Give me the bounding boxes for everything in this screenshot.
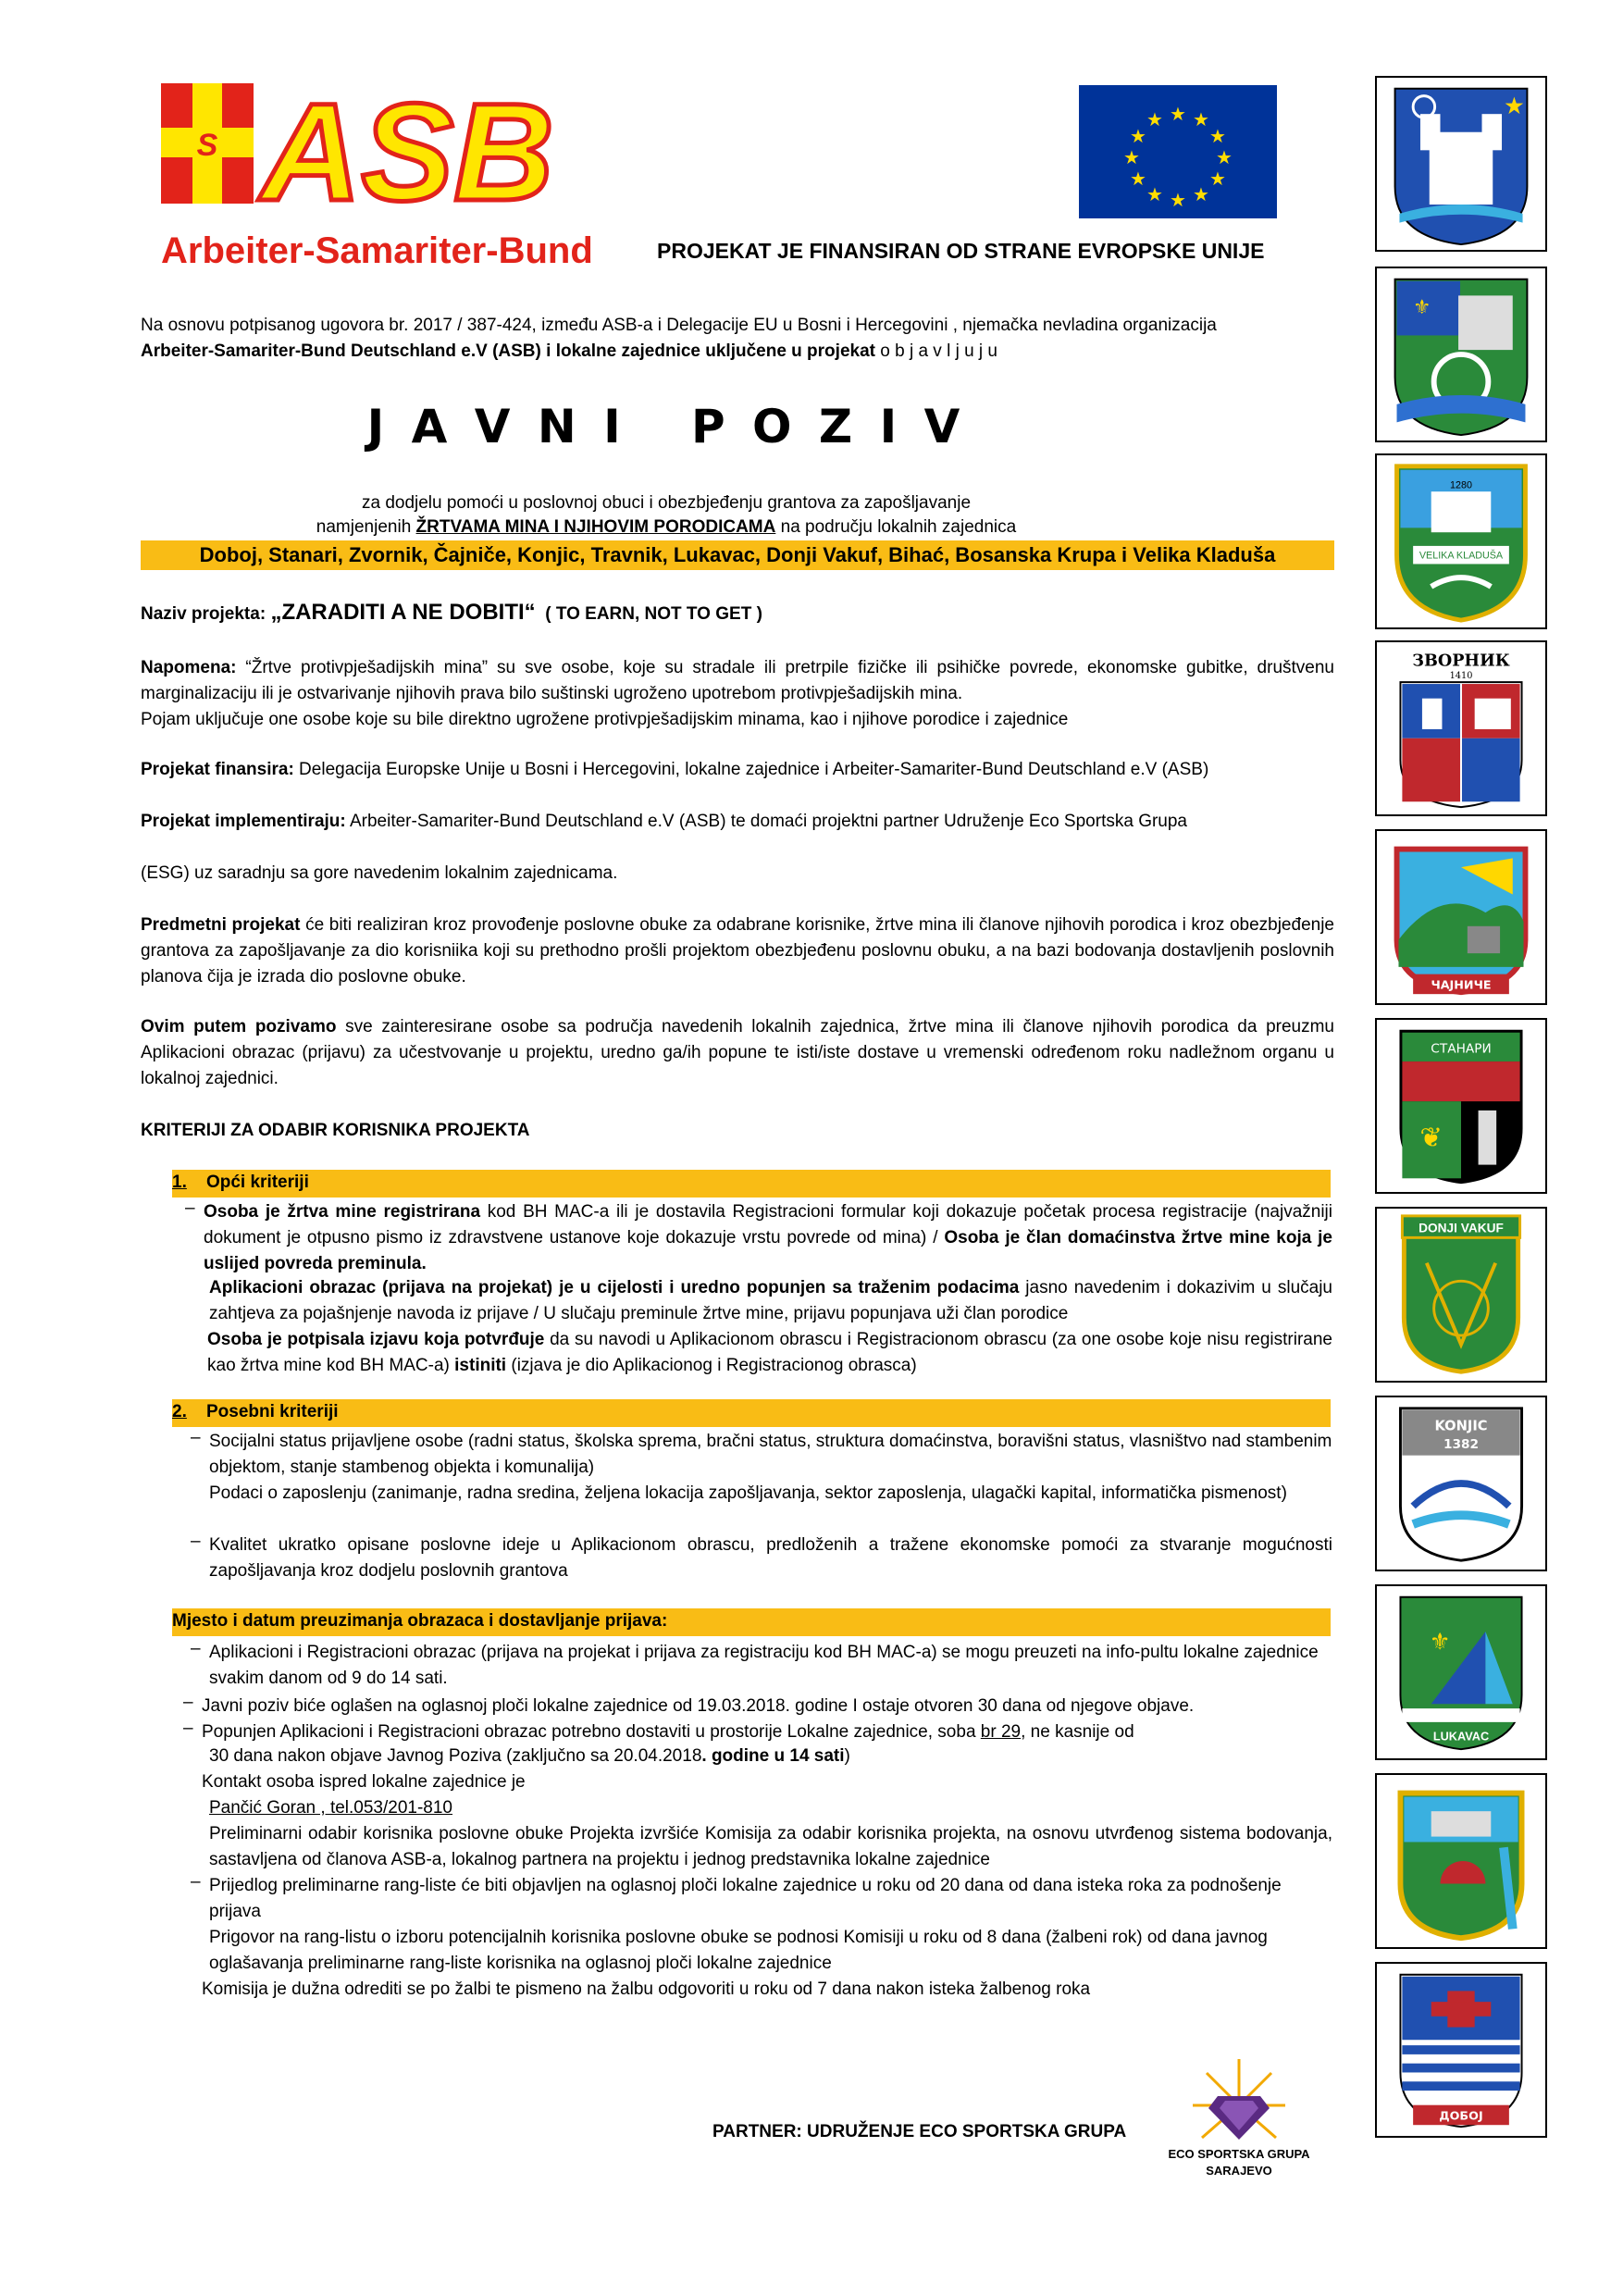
subtitle-target-group: ŽRTVAMA MINA I NJIHOVIM PORODICAMA — [415, 517, 776, 537]
location-p5: Prijedlog preliminarne rang-liste će biti objavljen na oglasnoj ploči lokalne zajednice u roku od 20 dana od dana isteka roka za podnošenje prijava — [209, 1876, 1282, 1921]
financing-paragraph — [141, 757, 1334, 783]
crest-velika-kladusa-icon — [1375, 453, 1547, 629]
esg-logo-line1: ECO SPORTSKA GRUPA — [1168, 2147, 1310, 2161]
crest-donji-vakuf-icon — [1375, 1207, 1547, 1383]
general-criteria-heading — [172, 1170, 1331, 1198]
special-criteria-title: Posebni kriteriji — [205, 1402, 339, 1421]
location-item: Prigovor na rang-listu o izboru potencijalnih korisnika poslovne obuke se podnosi Komisiji u roku od 8 dana (žalbeni rok) od dana javnog oglašavanja preliminarne rang-liste korisnika na oglasnoj ploči lokalne zajednice — [209, 1928, 1268, 1973]
location-deadline — [209, 1744, 1332, 1769]
subtitle-suffix: na području lokalnih zajednica — [775, 517, 1017, 537]
special-p1: Socijalni status prijavljene osobe (radni status, školska sprema, bračni status, struktura domaćinstva, boravišni status, vlasništvo nad stambenim objektom, stanje stambenog objekta i komunalija) — [209, 1432, 1332, 1477]
location-item — [183, 1693, 1332, 1719]
intro-announce: o b j a v l j u j u — [874, 341, 997, 361]
velika-kladusa-label: VELIKA KLADUŠA — [1419, 550, 1504, 562]
implementing-paragraph — [141, 809, 1334, 835]
general-p1-bold: Osoba je žrtva mine registrirana — [204, 1202, 481, 1222]
partner-line: PARTNER: UDRUŽENJE ECO SPORTSKA GRUPA — [712, 2122, 1127, 2141]
asb-logo-letter: S — [196, 128, 218, 163]
subject-label: Predmetni projekat — [141, 915, 301, 935]
general-p3-text: da su navodi u Aplikacionom obrascu i Registracionom obrascu (za one osobe koje nisu registrirane kao žrtva mine kod BH MAC-a) — [207, 1330, 1332, 1375]
crest-travnik-icon — [1375, 1773, 1547, 1949]
special-criteria-number: 2. — [172, 1402, 187, 1421]
bullet-dash-icon: – — [185, 1198, 195, 1218]
general-criteria-item — [209, 1275, 1332, 1327]
funding-line: PROJEKAT JE FINANSIRAN OD STRANE EVROPSKE UNIJE — [657, 239, 1265, 263]
svg-text:★: ★ — [1503, 92, 1525, 120]
bullet-dash-icon: – — [191, 1639, 201, 1658]
financing-text: Delegacija Europske Unije u Bosni i Hercegovini, lokalne zajednice i Arbeiter-Samariter-Bund Deutschland e.V (ASB) — [293, 760, 1209, 779]
subtitle-prefix: namjenjenih — [316, 517, 416, 537]
general-criteria-item — [207, 1327, 1332, 1379]
donji-vakuf-label: DONJI VAKUF — [1419, 1221, 1504, 1235]
asb-logo-subtitle: Arbeiter-Samariter-Bund — [161, 230, 593, 271]
implementing-label: Projekat implementiraju: — [141, 812, 346, 831]
location-heading: Mjesto i datum preuzimanja obrazaca i dostavljanje prijava: — [172, 1608, 1331, 1636]
esg-logo — [1160, 2054, 1318, 2184]
bullet-dash-icon: – — [191, 1532, 201, 1551]
subject-text: će biti realiziran kroz provođenje poslovne obuke za odabrane korisnike, žrtve mina ili članove njihovih porodica i kroz obezbjeđenje grantova za zapošljavanje za dio korisniika koji su prethodno prošli projektom obezbjeđenu poslovnu obuku, a na bazi bodovanja dostavljenih poslovnih planova čija je izrada dio poslovne obuke. — [141, 915, 1334, 987]
intro-org: Arbeiter-Samariter-Bund Deutschland e.V (ASB) i lokalne zajednice uključene u projekat — [141, 341, 875, 361]
crest-zvornik-icon — [1375, 640, 1547, 816]
bullet-dash-icon: – — [191, 1872, 201, 1892]
esg-logo-line2: SARAJEVO — [1206, 2164, 1272, 2178]
general-p3-text2: (izjava je dio Aplikacionog i Registracionog obrasca) — [506, 1356, 917, 1375]
crest-konjic-icon — [1375, 1396, 1547, 1571]
bullet-dash-icon: – — [191, 1428, 201, 1447]
eu-flag-icon — [1079, 85, 1277, 218]
svg-text:⚜: ⚜ — [1413, 295, 1431, 319]
crest-doboj-icon — [1375, 1962, 1547, 2138]
konjic-label: KONJIC — [1434, 1418, 1488, 1434]
svg-text:❦: ❦ — [1419, 1122, 1443, 1154]
konjic-year: 1382 — [1443, 1436, 1480, 1452]
financing-label: Projekat finansira: — [141, 760, 294, 779]
zvornik-year: 1410 — [1449, 671, 1473, 682]
project-name — [141, 600, 1334, 627]
general-p2-bold: Aplikacioni obrazac (prijava na projekat) je u cijelosti i uredno popunjen sa traženim podacima — [209, 1278, 1020, 1297]
invite-label: Ovim putem pozivamo — [141, 1017, 337, 1036]
svg-text:★: ★ — [1216, 146, 1233, 168]
svg-text:★: ★ — [1209, 168, 1226, 190]
location-p2: Javni poziv biće oglašen na oglasnoj ploči lokalne zajednice od 19.03.2018. godine I ostaje otvoren 30 dana od njegove objave. — [202, 1696, 1195, 1716]
project-name-value: „ZARADITI A NE DOBITI“ — [270, 600, 536, 625]
crest-bosanska-krupa-icon — [1375, 267, 1547, 442]
general-p1-bold2: Osoba je član domaćinstva žrtve mine koja je uslijed povreda preminula. — [204, 1228, 1332, 1273]
general-p3-bold: Osoba je potpisala izjavu koja potvrđuje — [207, 1330, 545, 1349]
location-p1: Aplikacioni i Registracioni obrazac (prijava na projekat i prijava za registraciju kod BH MAC-a) se mogu preuzeti na info-pultu lokalne zajednice svakim danom od 9 do 14 sati. — [209, 1643, 1319, 1688]
svg-text:★: ★ — [1130, 125, 1146, 147]
general-criteria-number: 1. — [172, 1173, 187, 1192]
asb-logo-text: ASB — [261, 81, 554, 230]
location-p3-a: Popunjen Aplikacioni i Registracioni obrazac potrebno dostaviti u prostorije Lokalne zajednice, soba — [202, 1722, 981, 1742]
subtitle-line-1: za dodjelu pomoći u poslovnoj obuci i obezbjeđenju grantova za zapošljavanje — [361, 493, 972, 513]
criteria-heading: KRITERIJI ZA ODABIR KORISNIKA PROJEKTA — [141, 1121, 530, 1140]
room-number: br 29 — [980, 1722, 1022, 1742]
svg-text:⚜: ⚜ — [1429, 1627, 1451, 1656]
note-paragraph-2: Pojam uključuje one osobe koje su bile direktno ugrožene protivpješadijskim minama, kao i njihove porodice i zajednice — [141, 710, 1069, 729]
location-p3-b: , ne kasnije od — [1021, 1722, 1134, 1742]
special-criteria-item: Podaci o zaposlenju (zanimanje, radna sredina, željena lokacija zapošljavanja, sektor zaposlenja, ulagački kapital, informatička pismenost) — [209, 1483, 1287, 1503]
special-criteria-item — [191, 1428, 1332, 1481]
svg-text:★: ★ — [1209, 125, 1226, 147]
intro-line: Na osnovu potpisanog ugovora br. 2017 / 387-424, između ASB-a i Delegacije EU u Bosni i Hercegovini , njemačka nevladina organizacija — [141, 316, 1217, 335]
location-item: Komisija je dužna odrediti se po žalbi te pismeno na žalbu odgovoriti u roku od 7 dana nakon isteka žalbenog roka — [202, 1980, 1091, 1999]
svg-text:★: ★ — [1130, 168, 1146, 190]
subtitle-line-2 — [0, 515, 1332, 540]
general-p2-text: jasno navedenim i dokazivim u slučaju zahtjeva za pojašnjenje navoda iz prijave / U slučaju preminule žrtve mine, prijavu popunjava uži član porodice — [209, 1278, 1332, 1323]
note-paragraph — [141, 655, 1334, 707]
intro-line-2 — [141, 339, 1334, 365]
project-name-label: Naziv projekta: — [141, 604, 271, 624]
location-p3-line2: 30 dana nakon objave Javnog Poziva (zaključno sa 20.04.2018 — [209, 1746, 702, 1766]
asb-logo — [159, 81, 603, 276]
implementing-text: Arbeiter-Samariter-Bund Deutschland e.V (ASB) te domaći projektni partner Udruženje Eco Sportska Grupa — [345, 812, 1187, 831]
special-criteria-heading — [172, 1399, 1331, 1427]
doboj-label: ДОБОЈ — [1439, 2108, 1483, 2123]
svg-text:★: ★ — [1193, 183, 1209, 205]
project-name-translation: ( TO EARN, NOT TO GET ) — [535, 604, 762, 624]
page-title: J A V N I P O Z I V — [366, 400, 966, 453]
location-p3-end: ) — [844, 1746, 850, 1766]
deadline-time: . godine u 14 sati — [701, 1746, 845, 1766]
general-p3-bold2: istiniti — [454, 1356, 507, 1375]
svg-text:★: ★ — [1123, 146, 1140, 168]
crest-lukavac-icon — [1375, 1584, 1547, 1760]
svg-text:★: ★ — [1146, 108, 1163, 130]
location-item — [191, 1639, 1332, 1692]
svg-text:★: ★ — [1170, 189, 1186, 211]
location-item: Preliminarni odabir korisnika poslovne obuke Projekta izvršiće Komisija za odabir korisnika projekta, na osnovu utvrđenog sistema bodovanja, sastavljena od članova ASB-a, lokalnog partnera na projektu i jednog predstavnika lokalne zajednice — [209, 1824, 1332, 1869]
invite-paragraph — [141, 1014, 1334, 1092]
municipalities-banner: Doboj, Stanari, Zvornik, Čajniče, Konjic, Travnik, Lukavac, Donji Vakuf, Bihać, Bosanska Krupa i Velika Kladuša — [141, 540, 1334, 570]
general-criteria-item — [185, 1198, 1332, 1277]
invite-text: sve zainteresirane osobe sa područja navedenih lokalnih zajednica, žrtve mina ili članove njihovih porodica da preuzmu Aplikacioni obrazac (prijavu) za učestvovanje u projektu, uredno ga/ih popune te isti/iste dostave u vremenski određenom roku nadležnom organu u lokalnoj zajednici. — [141, 1017, 1334, 1088]
svg-text:★: ★ — [1193, 108, 1209, 130]
svg-text:★: ★ — [1146, 183, 1163, 205]
subject-paragraph — [141, 912, 1334, 990]
bullet-dash-icon: – — [183, 1719, 193, 1738]
velika-kladusa-year: 1280 — [1450, 479, 1472, 491]
zvornik-label: ЗВОРНИК — [1412, 651, 1510, 671]
location-item — [183, 1719, 1332, 1745]
crest-cajnice-icon — [1375, 829, 1547, 1005]
bullet-dash-icon: – — [183, 1693, 193, 1712]
contact-person: Pančić Goran , tel.053/201-810 — [209, 1798, 453, 1818]
note-label: Napomena: — [141, 658, 237, 677]
crest-stanari-icon — [1375, 1018, 1547, 1194]
general-criteria-title: Opći kriteriji — [205, 1173, 309, 1192]
location-item — [191, 1872, 1332, 1925]
lukavac-label: LUKAVAC — [1432, 1729, 1490, 1744]
implementing-paragraph-2: (ESG) uz saradnju sa gore navedenim lokalnim zajednicama. — [141, 863, 618, 883]
crest-bihac-icon — [1375, 76, 1547, 252]
general-p1-text: kod BH MAC-a ili je dostavila Registracioni formular koji dokazuje početak procesa registracije (najvažniji dokument je otpusno pismo iz zdravstvene ustanove koje dokazuje vrstu povrede od mina) / — [204, 1202, 1332, 1247]
note-text: “Žrtve protivpješadijskih mina” su sve osobe, koje su stradale ili pretrpile fizičke ili psihičke povrede, ekonomske gubitke, društvenu marginalizaciju ili je ostvarivanje njihovih prava bilo suštinski ugroženo upotrebom protivpješadijskih mina. — [141, 658, 1334, 703]
stanari-label: СТАНАРИ — [1431, 1041, 1492, 1057]
special-p3: Kvalitet ukratko opisane poslovne ideje u Aplikacionom obrascu, predloženih a tražene ekonomske pomoći za stvaranje mogućnosti zapošljavanja kroz dodjelu poslovnih grantova — [209, 1535, 1332, 1581]
special-criteria-item — [191, 1532, 1332, 1584]
cajnice-label: ЧАЈНИЧЕ — [1431, 977, 1492, 992]
svg-text:★: ★ — [1170, 103, 1186, 125]
contact-label: Kontakt osoba ispred lokalne zajednice je — [202, 1772, 526, 1792]
